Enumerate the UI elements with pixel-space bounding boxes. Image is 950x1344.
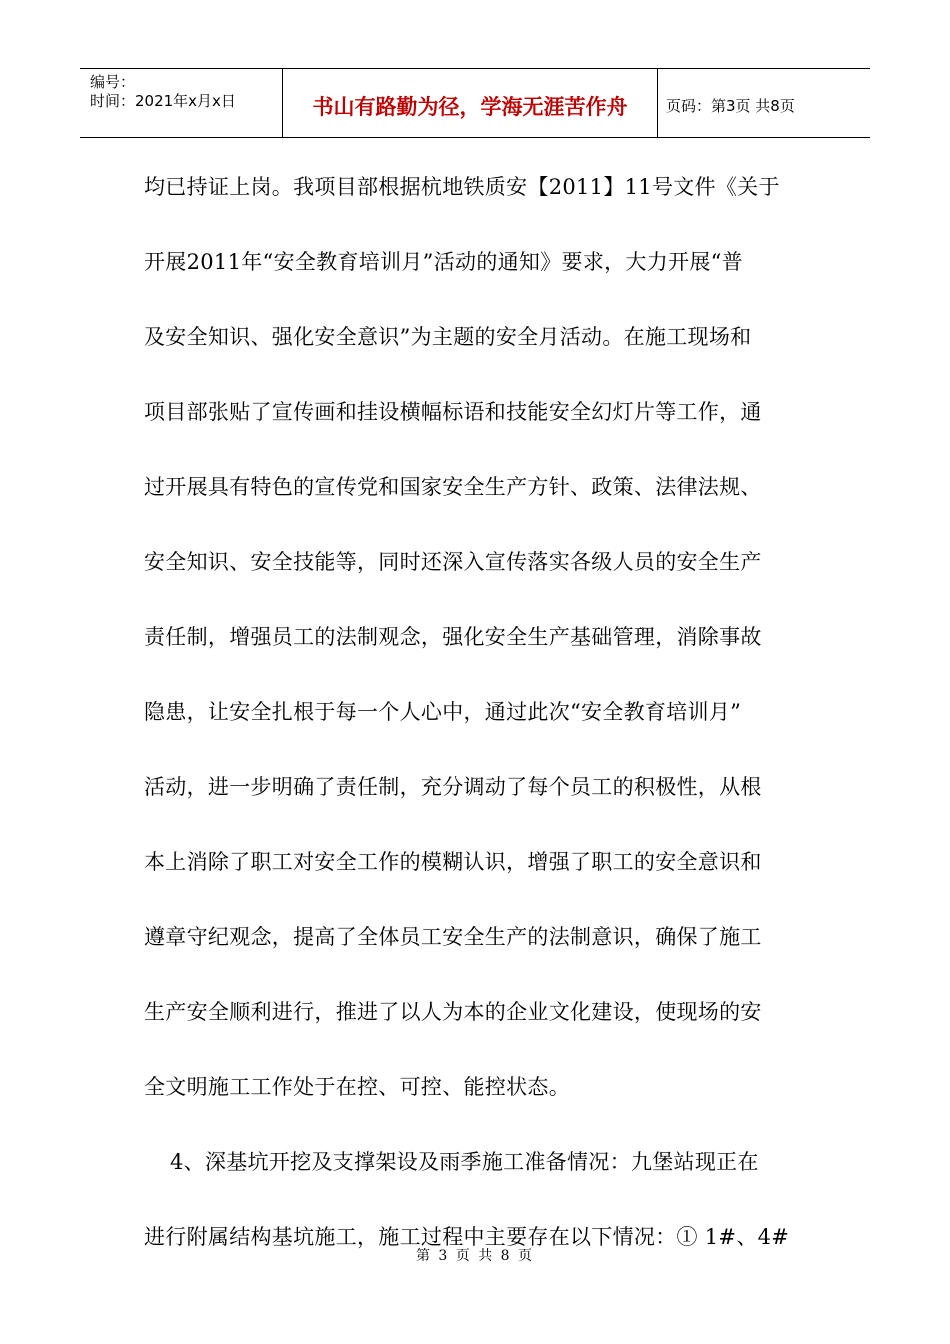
document-body [144,154,810,1279]
body-line: 安全知识、安全技能等，同时还深入宣传落实各级人员的安全生产 [144,550,762,574]
body-line: 项目部张贴了宣传画和挂设横幅标语和技能安全幻灯片等工作，通 [144,400,762,424]
page-header [80,68,870,138]
body-line: 生产安全顺利进行，推进了以人为本的企业文化建设，使现场的安 [144,1000,762,1024]
document-number-label: 编号： [90,73,136,91]
body-line: 本上消除了职工对安全工作的模糊认识，增强了职工的安全意识和 [144,850,762,874]
body-line: 隐患，让安全扎根于每一个人心中，通过此次“安全教育培训月” [144,700,742,724]
body-line: 及安全知识、强化安全意识”为主题的安全月活动。在施工现场和 [144,325,752,349]
document-time-label: 时间：2021年x月x日 [90,92,236,110]
header-page-info: 页码：第3页 共8页 [666,96,795,115]
header-motto: 书山有路勤为径，学海无涯苦作舟 [283,69,658,137]
body-line: 4、深基坑开挖及支撑架设及雨季施工准备情况：九堡站现正在 [170,1150,759,1174]
body-line: 过开展具有特色的宣传党和国家安全生产方针、政策、法律法规、 [144,475,762,499]
header-meta [80,69,283,137]
body-line: 开展2011年“安全教育培训月”活动的通知》要求，大力开展“普 [144,250,743,274]
body-line: 进行附属结构基坑施工，施工过程中主要存在以下情况：① 1#、4# [144,1225,790,1249]
body-line: 遵章守纪观念，提高了全体员工安全生产的法制意识，确保了施工 [144,925,762,949]
body-line: 全文明施工工作处于在控、可控、能控状态。 [144,1075,570,1099]
body-line: 均已持证上岗。我项目部根据杭地铁质安【2011】11号文件《关于 [144,175,780,199]
body-line: 活动，进一步明确了责任制，充分调动了每个员工的积极性，从根 [144,775,762,799]
page-footer: 第 3 页 共 8 页 [415,1248,535,1264]
body-line: 责任制，增强员工的法制观念，强化安全生产基础管理，消除事故 [144,625,762,649]
